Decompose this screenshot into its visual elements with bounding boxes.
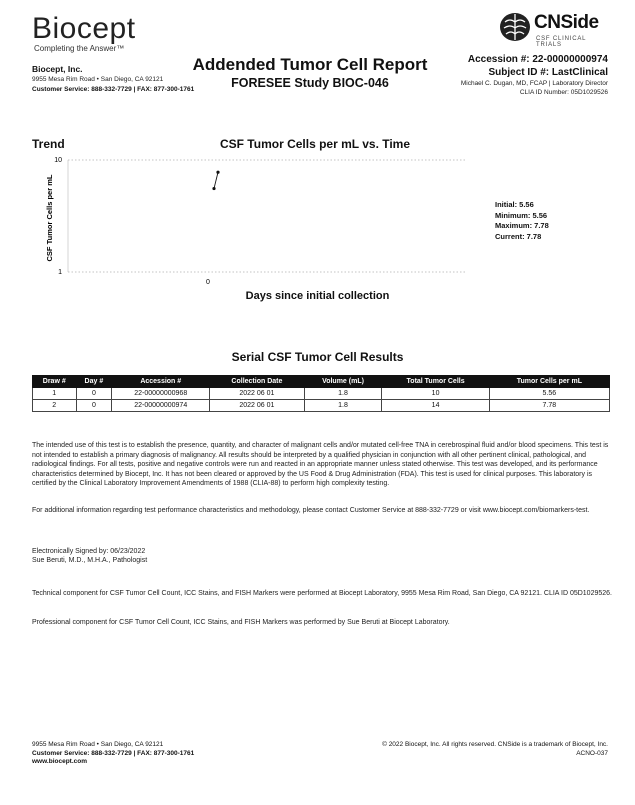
results-table [32,375,610,412]
table-cell: 1.8 [304,400,382,412]
x-tick-0: 0 [206,279,210,286]
column-header: Total Tumor Cells [382,376,489,388]
clia-number: CLIA ID Number: 05D1029526 [519,89,608,96]
company-name: Biocept, Inc. [32,64,83,74]
table-cell: 22-00000000968 [112,388,210,400]
y-tick-top: 10 [54,157,62,164]
x-axis-label: Days since initial collection [245,290,390,302]
footer-website: www.biocept.com [32,758,88,765]
table-cell: 2022 06 01 [210,388,304,400]
cnside-tagline: CSF CLINICAL TRIALS [536,36,587,48]
trend-label: Trend [32,137,65,151]
chart-title: CSF Tumor Cells per mL vs. Time [219,137,411,151]
cnside-logo [498,10,608,50]
column-header: Volume (mL) [304,376,382,388]
accession-number: Accession #: 22-00000000974 [467,54,608,65]
signature-line-2: Sue Beruti, M.D., M.H.A., Pathologist [32,557,148,564]
intended-use-text: The intended use of this test is to establish the presence, quantity, and character of malignant cells and/or mutated cell-free TNA in cerebrospinal fluid and/or blood specimens. This test is not intended to establish a primary diagnosis of malignancy. All results should be interpreted by a qualified physician in conjunction with all other pertinent clinical, pathological, and radiological findings. For all tests, positive and negative controls were run and reacted in an appropriate manner unless stated otherwise. This test was developed, and its performance characteristics determined by Biocept, Inc. It has not been cleared or approved by the US Food & Drug Administration (FDA). This test is used for clinical purposes. This laboratory is certified by the Clinical Laboratory Improvement Amendments of 1988 (CLIA-88) to perform high complexity testing. [32,442,609,487]
column-header: Day # [76,376,112,388]
table-cell: 14 [382,400,489,412]
footer-copyright: © 2022 Biocept, Inc. All rights reserved. CNSide is a trademark of Biocept, Inc. [382,741,608,748]
data-point [212,187,215,190]
table-cell: 10 [382,388,489,400]
serial-results-title: Serial CSF Tumor Cell Results [231,350,404,364]
footer-right [382,741,608,758]
table-cell: 22-00000000974 [112,400,210,412]
table-header-row [33,376,610,388]
table-cell: 2 [33,400,77,412]
stat-maximum: Maximum: 7.78 [495,221,549,230]
stat-initial: Initial: 5.56 [495,200,534,209]
additional-info-text: For additional information regarding test performance characteristics and methodology, please contact Customer Service at 888-332-7729 or visit www.biocept.com/biomarkers-test. [32,507,590,514]
company-service: Customer Service: 888-332-7729 | FAX: 877-300-1761 [32,86,195,93]
data-point [216,171,219,174]
signature-line-1: Electronically Signed by: 06/23/2022 [32,548,146,555]
professional-component-text: Professional component for CSF Tumor Cell Count, ICC Stains, and FISH Markers was performed by Sue Beruti at Biocept Laboratory. [32,619,450,626]
stat-current: Current: 7.78 [495,231,542,241]
trend-stats [495,200,549,242]
cnside-name: CNSide [534,12,599,33]
column-header: Draw # [33,376,77,388]
brain-icon [498,10,532,44]
column-header: Collection Date [210,376,304,388]
table-cell: 1.8 [304,388,382,400]
biocept-tagline: Completing the Answer™ [34,44,125,53]
table-cell: 5.56 [489,388,609,400]
footer-left [32,741,194,767]
table-row [33,388,610,400]
table-row [33,400,610,412]
table-cell: 7.78 [489,400,609,412]
lab-director: Michael C. Dugan, MD, FCAP | Laboratory Director [460,80,608,87]
footer-code: ACNO-037 [576,749,608,757]
biocept-logo: Biocept [32,12,136,45]
trend-chart [40,150,480,310]
company-address: 9955 Mesa Rim Road • San Diego, CA 92121 [32,76,164,83]
report-title: Addended Tumor Cell Report [192,55,428,74]
footer-service: Customer Service: 888-332-7729 | FAX: 877-300-1761 [32,749,195,757]
footer-address: 9955 Mesa Rim Road • San Diego, CA 92121 [32,741,164,748]
stat-minimum: Minimum: 5.56 [495,210,548,220]
column-header: Tumor Cells per mL [489,376,609,388]
table-cell: 2022 06 01 [210,400,304,412]
technical-component-text: Technical component for CSF Tumor Cell Count, ICC Stains, and FISH Markers were performed at Biocept Laboratory, 9955 Mesa Rim Road, San Diego, CA 92121. CLIA ID 05D1029526. [32,590,612,597]
y-tick-bottom: 1 [58,269,62,276]
y-axis-label: CSF Tumor Cells per mL [45,174,54,262]
table-cell: 1 [33,388,77,400]
subject-id: Subject ID #: LastClinical [488,67,608,78]
report-subtitle: FORESEE Study BIOC-046 [231,76,389,90]
table-cell: 0 [76,400,112,412]
column-header: Accession # [112,376,210,388]
series-line [214,172,218,188]
table-cell: 0 [76,388,112,400]
